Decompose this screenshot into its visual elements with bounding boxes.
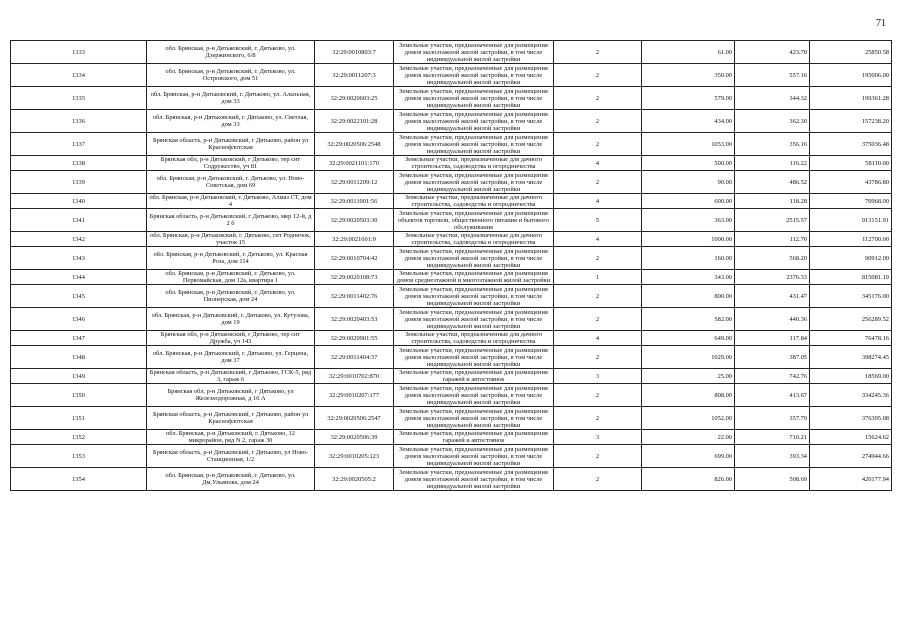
specific-value-cell: 568.20 — [735, 247, 810, 270]
cadastral-value-cell: 375036.48 — [810, 133, 892, 156]
area-cell: 649.00 — [642, 331, 735, 346]
cadastral-value-cell: 913151.91 — [810, 209, 892, 232]
land-cadastral-value-table — [10, 40, 892, 491]
row-number-cell: 1344 — [11, 270, 147, 285]
specific-value-cell: 357.79 — [735, 407, 810, 430]
land-use-cell: Земельные участки, предназначенные для размещения гаражей и автостоянок — [394, 430, 554, 445]
cadastral-value-cell: 76478.16 — [810, 331, 892, 346]
row-number-cell: 1352 — [11, 430, 147, 445]
row-number-cell: 1339 — [11, 171, 147, 194]
row-number-cell: 1341 — [11, 209, 147, 232]
specific-value-cell: 413.67 — [735, 384, 810, 407]
land-use-cell: Земельные участки, предназначенные для дачного строительства, садоводства и огородничества — [394, 156, 554, 171]
address-cell: Брянская область, р-н Дятьковский, г Дятьково, ул Ново-Станционная, 1/2 — [147, 445, 315, 468]
table-row — [11, 209, 892, 232]
group-cell: 2 — [554, 407, 642, 430]
specific-value-cell: 393.34 — [735, 445, 810, 468]
address-cell: обл. Брянская, р-н Дятьковский, г. Дятьково, 12 микрорайон, ряд N 2, гараж 30 — [147, 430, 315, 445]
specific-value-cell: 2376.33 — [735, 270, 810, 285]
specific-value-cell: 112.70 — [735, 232, 810, 247]
address-cell: Брянская область, р-н Дятьковский, г Дятьково, мкр 12-й, д 2 б — [147, 209, 315, 232]
land-use-cell: Земельные участки, предназначенные для размещения домов малоэтажной жилой застройки, в том числе индивидуальной жилой застройки — [394, 407, 554, 430]
cadastral-number-cell: 32:29:0021101:170 — [315, 156, 394, 171]
group-cell: 2 — [554, 308, 642, 331]
cadastral-number-cell: 32:29:0020901:55 — [315, 331, 394, 346]
land-use-cell: Земельные участки, предназначенные для размещения домов малоэтажной жилой застройки, в том числе индивидуальной жилой застройки — [394, 64, 554, 87]
area-cell: 1053.00 — [642, 133, 735, 156]
cadastral-number-cell: 32:29:0011402:76 — [315, 285, 394, 308]
specific-value-cell: 387.05 — [735, 346, 810, 369]
table-row — [11, 41, 892, 64]
area-cell: 800.00 — [642, 285, 735, 308]
row-number-cell: 1342 — [11, 232, 147, 247]
row-number-cell: 1334 — [11, 64, 147, 87]
table-row — [11, 346, 892, 369]
specific-value-cell: 356.16 — [735, 133, 810, 156]
row-number-cell: 1347 — [11, 331, 147, 346]
address-cell: Брянская обл, р-н Дятьковский, г Дятьково, тер снт Содружество, уч 81 — [147, 156, 315, 171]
row-number-cell: 1345 — [11, 285, 147, 308]
address-cell: Брянская область, р-н Дятьковский, г Дятьково, район ул Краснофлотская — [147, 133, 315, 156]
address-cell: обл. Брянская, р-н Дятьковский, г. Дятьково, снт Родничок, участок 15 — [147, 232, 315, 247]
address-cell: обл. Брянская, р-н Дятьковский, г. Дятьково, ул. Кутузова, дом 19 — [147, 308, 315, 331]
address-cell: обл. Брянская, р-н Дятьковский, г. Дятьково, ул. Герцена, дом 37 — [147, 346, 315, 369]
group-cell: 2 — [554, 87, 642, 110]
page-number: 71 — [876, 18, 886, 29]
cadastral-value-cell: 58110.00 — [810, 156, 892, 171]
table-row — [11, 247, 892, 270]
row-number-cell: 1335 — [11, 87, 147, 110]
specific-value-cell: 117.84 — [735, 331, 810, 346]
land-use-cell: Земельные участки, предназначенные для размещения домов малоэтажной жилой застройки, в том числе индивидуальной жилой застройки — [394, 384, 554, 407]
cadastral-number-cell: 32:29:0010702:870 — [315, 369, 394, 384]
table-row — [11, 171, 892, 194]
cadastral-number-cell: 32:29:0011207:3 — [315, 64, 394, 87]
row-number-cell: 1354 — [11, 468, 147, 491]
cadastral-value-cell: 256289.52 — [810, 308, 892, 331]
cadastral-value-cell: 43786.80 — [810, 171, 892, 194]
row-number-cell: 1353 — [11, 445, 147, 468]
row-number-cell: 1338 — [11, 156, 147, 171]
cadastral-number-cell: 32:29:0011209:12 — [315, 171, 394, 194]
group-cell: 2 — [554, 346, 642, 369]
specific-value-cell: 2515.57 — [735, 209, 810, 232]
row-number-cell: 1349 — [11, 369, 147, 384]
table-row — [11, 232, 892, 247]
row-number-cell: 1333 — [11, 41, 147, 64]
table-row — [11, 156, 892, 171]
group-cell: 2 — [554, 468, 642, 491]
area-cell: 826.00 — [642, 468, 735, 491]
group-cell: 2 — [554, 445, 642, 468]
table-row — [11, 384, 892, 407]
address-cell: Брянская обл, р-н Дятьковский, г Дятьково, ул Железнодорожная, д 10 А — [147, 384, 315, 407]
table-row — [11, 369, 892, 384]
cadastral-number-cell: 32:29:0020603:25 — [315, 87, 394, 110]
cadastral-value-cell: 420177.94 — [810, 468, 892, 491]
cadastral-value-cell: 18569.00 — [810, 369, 892, 384]
area-cell: 1000.00 — [642, 232, 735, 247]
row-number-cell: 1340 — [11, 194, 147, 209]
cadastral-value-cell: 195006.00 — [810, 64, 892, 87]
cadastral-value-cell: 274944.66 — [810, 445, 892, 468]
area-cell: 90.00 — [642, 171, 735, 194]
table-row — [11, 445, 892, 468]
specific-value-cell: 362.30 — [735, 110, 810, 133]
cadastral-number-cell: 32:29:0010704:42 — [315, 247, 394, 270]
land-use-cell: Земельные участки, предназначенные для размещения домов среднеэтажной и многоэтажной жилой застройки — [394, 270, 554, 285]
area-cell: 25.00 — [642, 369, 735, 384]
cadastral-number-cell: 32:29:0020108:73 — [315, 270, 394, 285]
table-body — [11, 41, 892, 491]
group-cell: 1 — [554, 270, 642, 285]
area-cell: 343.00 — [642, 270, 735, 285]
group-cell: 2 — [554, 133, 642, 156]
row-number-cell: 1337 — [11, 133, 147, 156]
land-use-cell: Земельные участки, предназначенные для размещения домов малоэтажной жилой застройки, в том числе индивидуальной жилой застройки — [394, 133, 554, 156]
area-cell: 363.00 — [642, 209, 735, 232]
land-use-cell: Земельные участки, предназначенные для размещения домов малоэтажной жилой застройки, в том числе индивидуальной жилой застройки — [394, 87, 554, 110]
cadastral-number-cell: 32:29:0020506:39 — [315, 430, 394, 445]
cadastral-value-cell: 25850.58 — [810, 41, 892, 64]
area-cell: 1029.00 — [642, 346, 735, 369]
area-cell: 699.00 — [642, 445, 735, 468]
table-row — [11, 407, 892, 430]
land-use-cell: Земельные участки, предназначенные для размещения объектов торговли, общественного питания и бытового обслуживания — [394, 209, 554, 232]
land-use-cell: Земельные участки, предназначенные для размещения домов малоэтажной жилой застройки, в том числе индивидуальной жилой застройки — [394, 308, 554, 331]
area-cell: 350.00 — [642, 64, 735, 87]
land-use-cell: Земельные участки, предназначенные для размещения домов малоэтажной жилой застройки, в том числе индивидуальной жилой застройки — [394, 247, 554, 270]
cadastral-value-cell: 376395.08 — [810, 407, 892, 430]
area-cell: 582.00 — [642, 308, 735, 331]
cadastral-value-cell: 90912.00 — [810, 247, 892, 270]
specific-value-cell: 486.52 — [735, 171, 810, 194]
area-cell: 434.00 — [642, 110, 735, 133]
group-cell: 2 — [554, 285, 642, 308]
group-cell: 4 — [554, 156, 642, 171]
address-cell: обл. Брянская, р-н Дятьковский, г. Дятьково, ул. Пионерская, дом 24 — [147, 285, 315, 308]
specific-value-cell: 710.21 — [735, 430, 810, 445]
specific-value-cell: 423.78 — [735, 41, 810, 64]
cadastral-number-cell: 32:29:0010803:7 — [315, 41, 394, 64]
land-use-cell: Земельные участки, предназначенные для размещения гаражей и автостоянок — [394, 369, 554, 384]
address-cell: обл. Брянская, р-н Дятьковский, г. Дятьково, Алмаз СТ, дом 4 — [147, 194, 315, 209]
specific-value-cell: 344.32 — [735, 87, 810, 110]
row-number-cell: 1343 — [11, 247, 147, 270]
land-use-cell: Земельные участки, предназначенные для размещения домов малоэтажной жилой застройки, в том числе индивидуальной жилой застройки — [394, 445, 554, 468]
address-cell: обл. Брянская, р-н Дятьковский, г. Дятьково, ул. Ново-Советская, дом 69 — [147, 171, 315, 194]
table-row — [11, 64, 892, 87]
cadastral-value-cell: 345176.00 — [810, 285, 892, 308]
area-cell: 22.00 — [642, 430, 735, 445]
cadastral-value-cell: 15624.62 — [810, 430, 892, 445]
table-row — [11, 285, 892, 308]
table-row — [11, 308, 892, 331]
cadastral-number-cell: 32:29:0020503:30 — [315, 209, 394, 232]
area-cell: 808.00 — [642, 384, 735, 407]
area-cell: 500.00 — [642, 156, 735, 171]
land-use-cell: Земельные участки, предназначенные для дачного строительства, садоводства и огородничества — [394, 331, 554, 346]
address-cell: Брянская обл, р-н Дятьковский, г Дятьково, тер снт Дружба, уч 143 — [147, 331, 315, 346]
cadastral-number-cell: 32:29:0022101:28 — [315, 110, 394, 133]
cadastral-value-cell: 157238.20 — [810, 110, 892, 133]
specific-value-cell: 440.36 — [735, 308, 810, 331]
table-row — [11, 270, 892, 285]
cadastral-value-cell: 199361.28 — [810, 87, 892, 110]
cadastral-number-cell: 32:29:0020505:2 — [315, 468, 394, 491]
row-number-cell: 1336 — [11, 110, 147, 133]
group-cell: 5 — [554, 209, 642, 232]
address-cell: обл. Брянская, р-н Дятьковский, г. Дятьково, ул. Островского, дом 51 — [147, 64, 315, 87]
area-cell: 1052.00 — [642, 407, 735, 430]
address-cell: обл. Брянская, р-н Дятьковский, г. Дятьково, ул. Дзержинского, 6/8 — [147, 41, 315, 64]
table-row — [11, 133, 892, 156]
group-cell: 2 — [554, 110, 642, 133]
cadastral-number-cell: 32:29:0020403:53 — [315, 308, 394, 331]
group-cell: 4 — [554, 232, 642, 247]
cadastral-number-cell: 32:29:0011404:37 — [315, 346, 394, 369]
table-row — [11, 87, 892, 110]
cadastral-number-cell: 32:29:0010205:123 — [315, 445, 394, 468]
group-cell: 4 — [554, 194, 642, 209]
cadastral-value-cell: 815081.19 — [810, 270, 892, 285]
specific-value-cell: 116.22 — [735, 156, 810, 171]
table-row — [11, 430, 892, 445]
cadastral-value-cell: 334245.36 — [810, 384, 892, 407]
group-cell: 3 — [554, 430, 642, 445]
address-cell: обл. Брянская, р-н Дятьковский, г. Дятьково, ул. Дм.Ульянова, дом 24 — [147, 468, 315, 491]
land-use-cell: Земельные участки, предназначенные для размещения домов малоэтажной жилой застройки, в том числе индивидуальной жилой застройки — [394, 346, 554, 369]
land-use-cell: Земельные участки, предназначенные для размещения домов малоэтажной жилой застройки, в том числе индивидуальной жилой застройки — [394, 110, 554, 133]
area-cell: 600.00 — [642, 194, 735, 209]
cadastral-value-cell: 70968.00 — [810, 194, 892, 209]
cadastral-number-cell: 32:29:0011001:56 — [315, 194, 394, 209]
address-cell: Брянская область, р-н Дятьковский, г Дятьково, ГСК-5, ряд 3, гараж 6 — [147, 369, 315, 384]
specific-value-cell: 508.69 — [735, 468, 810, 491]
area-cell: 579.00 — [642, 87, 735, 110]
group-cell: 2 — [554, 384, 642, 407]
address-cell: обл. Брянская, р-н Дятьковский, г. Дятьково, ул. Красная Роза, дом 114 — [147, 247, 315, 270]
specific-value-cell: 118.28 — [735, 194, 810, 209]
group-cell: 2 — [554, 64, 642, 87]
cadastral-value-cell: 398274.45 — [810, 346, 892, 369]
table-row — [11, 110, 892, 133]
table-row — [11, 468, 892, 491]
row-number-cell: 1348 — [11, 346, 147, 369]
group-cell: 4 — [554, 331, 642, 346]
cadastral-number-cell: 32:29:0020506:2548 — [315, 133, 394, 156]
land-use-cell: Земельные участки, предназначенные для дачного строительства, садоводства и огородничества — [394, 232, 554, 247]
land-use-cell: Земельные участки, предназначенные для размещения домов малоэтажной жилой застройки, в том числе индивидуальной жилой застройки — [394, 171, 554, 194]
land-use-cell: Земельные участки, предназначенные для размещения домов малоэтажной жилой застройки, в том числе индивидуальной жилой застройки — [394, 41, 554, 64]
address-cell: Брянская область, р-н Дятьковский, г Дятьково, район ул Краснофлотская — [147, 407, 315, 430]
land-use-cell: Земельные участки, предназначенные для дачного строительства, садоводства и огородничества — [394, 194, 554, 209]
cadastral-number-cell: 32:29:0010207:177 — [315, 384, 394, 407]
address-cell: обл. Брянская, р-н Дятьковский, г. Дятьково, ул. Альпьная, дом 33 — [147, 87, 315, 110]
specific-value-cell: 431.47 — [735, 285, 810, 308]
table-row — [11, 331, 892, 346]
land-use-cell: Земельные участки, предназначенные для размещения домов малоэтажной жилой застройки, в том числе индивидуальной жилой застройки — [394, 468, 554, 491]
address-cell: обл. Брянская, р-н Дятьковский, г. Дятьково, ул. Первомайская, дом 12а, квартира 1 — [147, 270, 315, 285]
row-number-cell: 1350 — [11, 384, 147, 407]
cadastral-value-cell: 112700.00 — [810, 232, 892, 247]
group-cell: 2 — [554, 171, 642, 194]
group-cell: 3 — [554, 369, 642, 384]
group-cell: 2 — [554, 247, 642, 270]
row-number-cell: 1351 — [11, 407, 147, 430]
specific-value-cell: 557.16 — [735, 64, 810, 87]
land-use-cell: Земельные участки, предназначенные для размещения домов малоэтажной жилой застройки, в том числе индивидуальной жилой застройки — [394, 285, 554, 308]
area-cell: 160.00 — [642, 247, 735, 270]
table-row — [11, 194, 892, 209]
address-cell: обл. Брянская, р-н Дятьковский, г. Дятьково, ул. Светлая, дом 33 — [147, 110, 315, 133]
cadastral-number-cell: 32:29:0021601:9 — [315, 232, 394, 247]
row-number-cell: 1346 — [11, 308, 147, 331]
area-cell: 61.00 — [642, 41, 735, 64]
group-cell: 2 — [554, 41, 642, 64]
specific-value-cell: 742.76 — [735, 369, 810, 384]
cadastral-number-cell: 32:29:0020506:2547 — [315, 407, 394, 430]
